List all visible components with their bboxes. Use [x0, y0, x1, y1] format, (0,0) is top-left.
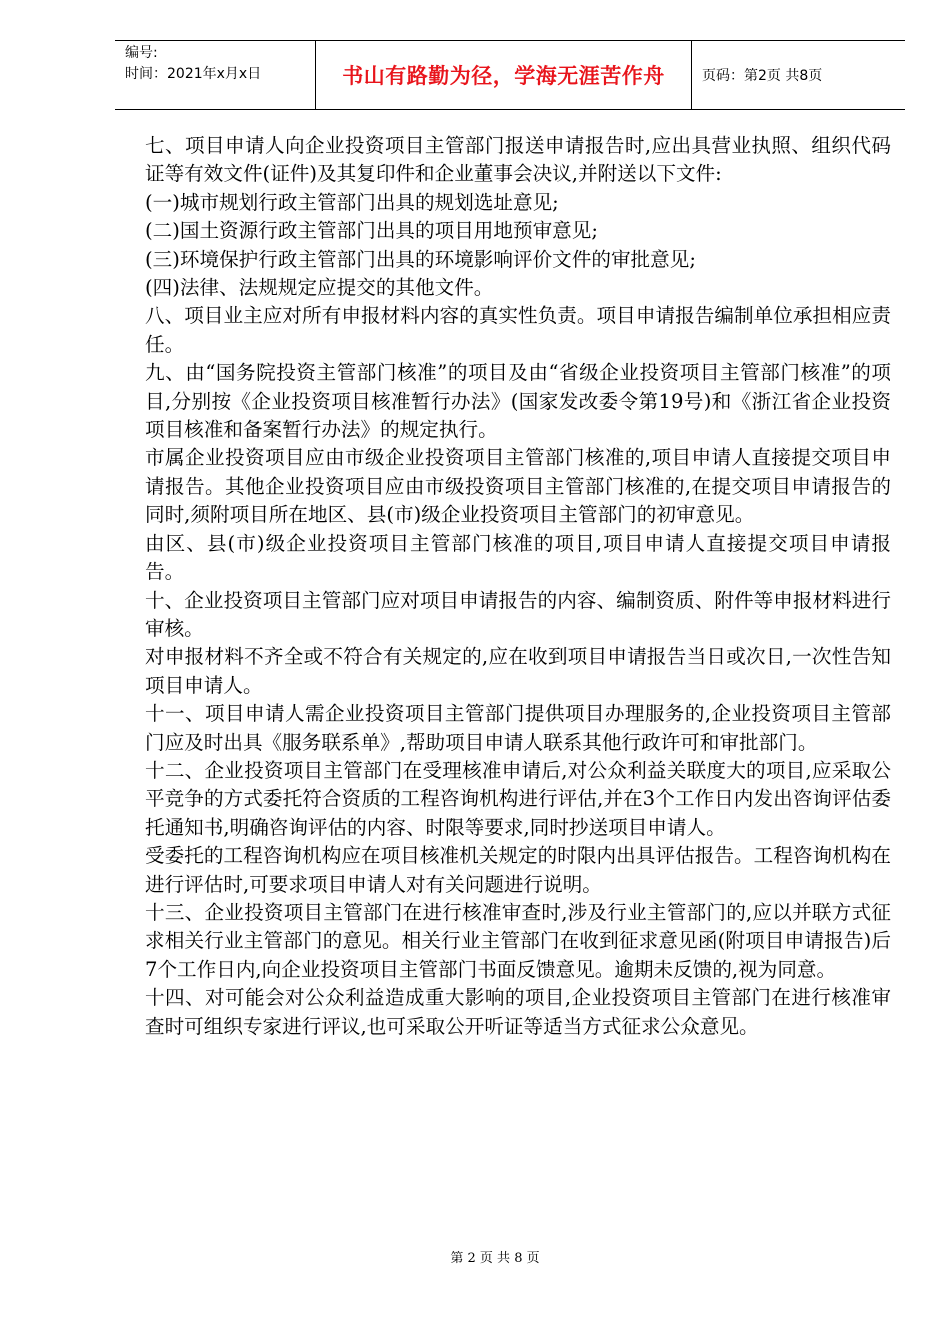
paragraph: 十三、企业投资项目主管部门在进行核准审查时,涉及行业主管部门的,应以并联方式征求相关行业主管部门的意见。相关行业主管部门在收到征求意见函(附项目申请报告)后7个工作日内,向企业投资项目主管部门书面反馈意见。逾期未反馈的,视为同意。	[145, 900, 891, 981]
page-header	[115, 40, 905, 110]
paragraph: 由区、县(市)级企业投资项目主管部门核准的项目,项目申请人直接提交项目申请报告。	[145, 531, 891, 584]
paragraph: (三)环境保护行政主管部门出具的环境影响评价文件的审批意见;	[145, 247, 696, 271]
paragraph: 十二、企业投资项目主管部门在受理核准申请后,对公众利益关联度大的项目,应采取公平竞争的方式委托符合资质的工程咨询机构进行评估,并在3个工作日内发出咨询评估委托通知书,明确咨询评估的内容、时限等要求,同时抄送项目申请人。	[145, 758, 891, 839]
paragraph: 十、企业投资项目主管部门应对项目申请报告的内容、编制资质、附件等申报材料进行审核。	[145, 588, 891, 640]
paragraph: 七、项目申请人向企业投资项目主管部门报送申请报告时,应出具营业执照、组织代码证等有效文件(证件)及其复印件和企业董事会决议,并附送以下文件:	[145, 134, 891, 186]
paragraph: 八、项目业主应对所有申报材料内容的真实性负责。项目申请报告编制单位承担相应责任。	[145, 304, 891, 356]
paragraph: 对申报材料不齐全或不符合有关规定的,应在收到项目申请报告当日或次日,一次性告知项目申请人。	[145, 645, 891, 697]
paragraph: 十一、项目申请人需企业投资项目主管部门提供项目办理服务的,企业投资项目主管部门应及时出具《服务联系单》,帮助项目申请人联系其他行政许可和审批部门。	[145, 702, 891, 754]
page-footer: 第 2 页 共 8 页	[450, 1251, 540, 1266]
document-number-label: 编号:	[125, 45, 158, 61]
paragraph: (二)国土资源行政主管部门出具的项目用地预审意见;	[145, 219, 598, 243]
paragraph: (一)城市规划行政主管部门出具的规划选址意见;	[145, 190, 559, 214]
paragraph: 十四、对可能会对公众利益造成重大影响的项目,企业投资项目主管部门在进行核准审查时可组织专家进行评议,也可采取公开听证等适当方式征求公众意见。	[145, 986, 891, 1038]
document-time: 时间：2021年x月x日	[125, 66, 262, 82]
document-body	[145, 132, 891, 1041]
paragraph: 九、由“国务院投资主管部门核准”的项目及由“省级企业投资项目主管部门核准”的项目,分别按《企业投资项目核准暂行办法》(国家发改委令第19号)和《浙江省企业投资项目核准和备案暂行办法》的规定执行。	[145, 361, 891, 442]
header-meta	[115, 41, 316, 109]
paragraph: 市属企业投资项目应由市级企业投资项目主管部门核准的,项目申请人直接提交项目申请报告。其他企业投资项目应由市级投资项目主管部门核准的,在提交项目申请报告的同时,须附项目所在地区、县(市)级企业投资项目主管部门的初审意见。	[145, 446, 891, 527]
paragraph: 受委托的工程咨询机构应在项目核准机关规定的时限内出具评估报告。工程咨询机构在进行评估时,可要求项目申请人对有关问题进行说明。	[145, 844, 891, 896]
paragraph: (四)法律、法规规定应提交的其他文件。	[145, 276, 494, 300]
header-motto: 书山有路勤为径，学海无涯苦作舟	[316, 41, 692, 109]
header-page-info: 页码：第2页 共8页	[702, 68, 823, 84]
